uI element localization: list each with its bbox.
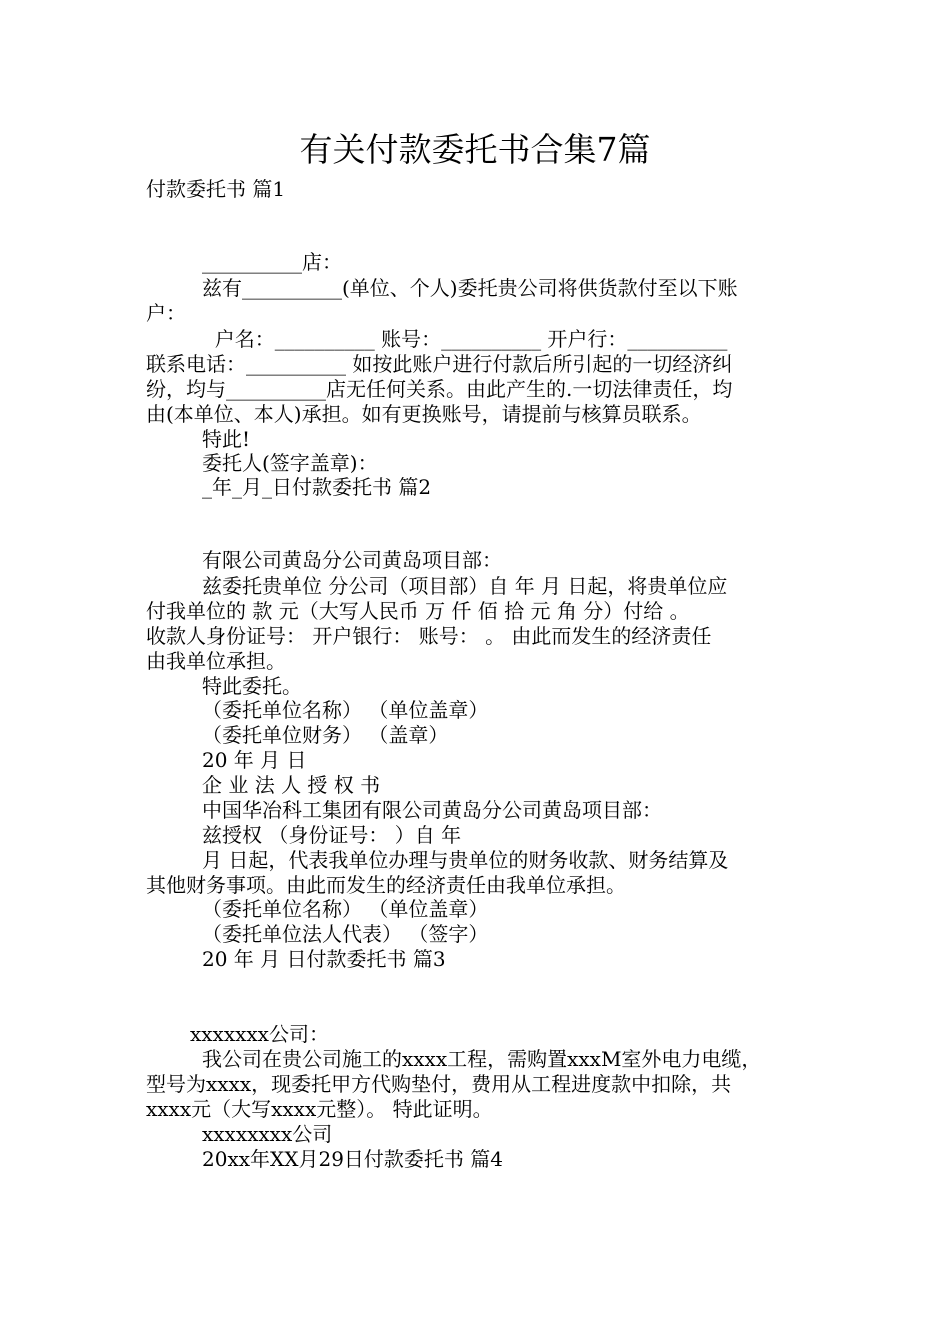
- text-line: 中国华冶科工集团有限公司黄岛分公司黄岛项目部：: [202, 798, 662, 822]
- text-line: 特此委托。: [202, 674, 302, 698]
- text-line: 纷，均与__________店无任何关系。由此产生的.一切法律责任，均: [146, 377, 733, 401]
- text-line: xxxxxxxx公司: [202, 1122, 333, 1146]
- text-line: 有限公司黄岛分公司黄岛项目部：: [202, 548, 502, 572]
- text-line: 收款人身份证号： 开户银行： 账号： 。 由此而发生的经济责任: [146, 624, 712, 648]
- text-line: 由我单位承担。: [146, 649, 286, 673]
- text-line: 20 年 月 日: [202, 748, 307, 772]
- text-line: 特此!: [202, 427, 251, 451]
- text-line: xxxxxxx公司：: [190, 1022, 329, 1046]
- text-line: xxxx元（大写xxxx元整）。 特此证明。: [146, 1097, 493, 1121]
- text-line: （委托单位财务） （盖章）: [202, 723, 449, 747]
- text-line: （委托单位名称） （单位盖章）: [202, 698, 489, 722]
- text-line: 付我单位的 款 元（大写人民币 万 仟 佰 拾 元 角 分）付给 。: [146, 599, 690, 623]
- text-line: 月 日起，代表我单位办理与贵单位的财务收款、财务结算及: [202, 848, 729, 872]
- section-heading-2: _年_月_日付款委托书 篇2: [202, 475, 432, 499]
- text-line: 联系电话：__________ 如按此账户进行付款后所引起的一切经济纠: [146, 352, 733, 376]
- text-line: __________店：: [202, 250, 342, 274]
- text-line: 企 业 法 人 授 权 书: [202, 773, 381, 797]
- text-line: 兹有__________(单位、个人)委托贵公司将供货款付至以下账: [202, 276, 738, 300]
- text-line: 由(本单位、本人)承担。如有更换账号，请提前与核算员联系。: [146, 402, 702, 426]
- text-line: 委托人(签字盖章)：: [202, 451, 378, 475]
- text-line: 其他财务事项。由此而发生的经济责任由我单位承担。: [146, 873, 626, 897]
- text-line: 我公司在贵公司施工的xxxx工程，需购置xxxM室外电力电缆，: [202, 1047, 762, 1071]
- section-heading-1: 付款委托书 篇1: [146, 177, 286, 201]
- text-line: 户：: [146, 301, 186, 325]
- section-heading-4: 20xx年XX月29日付款委托书 篇4: [202, 1147, 504, 1171]
- text-line: 型号为xxxx，现委托甲方代购垫付，费用从工程进度款中扣除，共: [146, 1072, 732, 1096]
- text-line: 兹授权 （身份证号： ）自 年: [202, 823, 462, 847]
- document-title: 有关付款委托书合集7篇: [299, 130, 651, 169]
- text-line: 兹委托贵单位 分公司（项目部）自 年 月 日起，将贵单位应: [202, 574, 728, 598]
- section-heading-3: 20 年 月 日付款委托书 篇3: [202, 947, 446, 971]
- text-line: （委托单位名称） （单位盖章）: [202, 897, 489, 921]
- text-line: （委托单位法人代表） （签字）: [202, 922, 489, 946]
- text-line: 户名：__________ 账号：__________ 开户行：__________: [202, 327, 728, 351]
